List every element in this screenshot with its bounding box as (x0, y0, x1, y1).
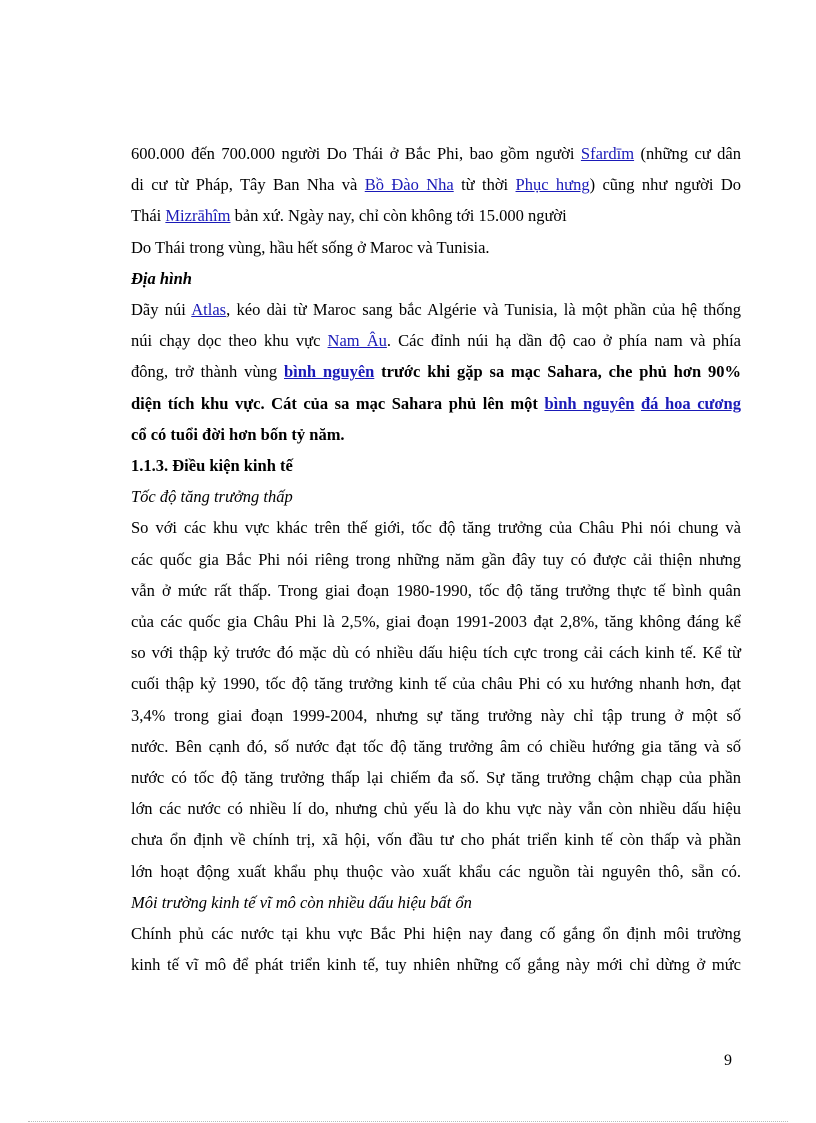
text-run: diện tích khu vực. Cát của sa mạc Sahara phủ lên một (131, 393, 545, 413)
heading-terrain: Địa hình (131, 268, 192, 288)
subheading-macro: Môi trường kinh tế vĩ mô còn nhiều dấu hiệu bất ổn (131, 892, 472, 912)
para4-line: kinh tế vĩ mô để phát triển kinh tế, tuy nhiên những cố gắng này mới chỉ dừng ở mức (131, 955, 741, 975)
para2-line3 (131, 356, 741, 387)
page-number: 9 (724, 1052, 732, 1069)
subheading-growth: Tốc độ tăng trưởng thấp (131, 487, 293, 507)
link-atlas[interactable]: Atlas (191, 300, 227, 320)
link-binh-nguyen-1[interactable]: bình nguyên (284, 362, 375, 382)
text-run: núi chạy dọc theo khu vực (131, 331, 328, 351)
text-run: ) cũng như người Do (589, 175, 742, 195)
para4-line: Chính phủ các nước tại khu vực Bắc Phi hiện nay đang cố gắng ổn định môi trường (131, 924, 741, 944)
text-run: đông, trở thành vùng (131, 362, 284, 382)
para3-line: các quốc gia Bắc Phi nói riêng trong những năm gần đây tuy có được cải thiện nhưng (131, 549, 741, 569)
text-run: , kéo dài từ Maroc sang bắc Algérie và Tunisia, là một phần của hệ thống (226, 300, 741, 320)
text-run: Dãy núi (131, 300, 192, 320)
text-run: 600.000 đến 700.000 người Do Thái ở Bắc Phi, bao gồm người (131, 144, 581, 163)
para1-line1 (131, 138, 741, 169)
link-sfardim[interactable]: Sfardīm (580, 144, 635, 163)
text-run: bản xứ. Ngày nay, chỉ còn không tới 15.000 người (230, 206, 567, 226)
para1-line2 (131, 169, 741, 200)
link-mizrahim[interactable]: Mizrāhîm (165, 206, 231, 226)
link-da-hoa-cuong[interactable]: đá hoa cương (641, 393, 741, 413)
link-binh-nguyen-2[interactable]: bình nguyên (544, 393, 635, 413)
link-nam-au[interactable]: Nam Âu (327, 331, 387, 351)
para3-line: vẫn ở mức rất thấp. Trong giai đoạn 1980-1990, tốc độ tăng trưởng thực tế bình quân (131, 580, 741, 600)
footer-divider (28, 1121, 788, 1122)
link-bo-dao-nha[interactable]: Bồ Đào Nha (364, 175, 454, 195)
text-run: di cư từ Pháp, Tây Ban Nha và (131, 175, 365, 195)
para3-line: cuối thập kỷ 1990, tốc độ tăng trưởng kinh tế của châu Phi có xu hướng nhanh hơn, đạt (131, 674, 741, 694)
text-run: Thái (131, 206, 166, 226)
para1-line4: Do Thái trong vùng, hầu hết sống ở Maroc và Tunisia. (131, 237, 490, 257)
text-run: từ thời (453, 175, 516, 195)
link-phuc-hung[interactable]: Phục hưng (515, 175, 590, 195)
para3-line: nước. Bên cạnh đó, số nước đạt tốc độ tăng trưởng âm có chiều hướng gia tăng và số (131, 736, 741, 756)
page-body (131, 138, 741, 980)
para3-line: lớn hoạt động xuất khẩu phụ thuộc vào xuất khẩu các nguồn tài nguyên thô, sẵn có. (131, 861, 741, 881)
para2-line2 (131, 325, 741, 356)
text-run: trước khi gặp sa mạc Sahara, che phủ hơn 90% (374, 362, 742, 382)
para3-line: của các quốc gia Châu Phi là 2,5%, giai đoạn 1991-2003 đạt 2,8%, tăng không đáng kể (131, 612, 741, 632)
text-run: . Các đỉnh núi hạ dần độ cao ở phía nam và phía (386, 331, 741, 351)
para1-line3 (131, 200, 741, 231)
para2-line1 (131, 294, 741, 325)
para3-line: So với các khu vực khác trên thế giới, tốc độ tăng trưởng của Châu Phi nói chung và (131, 518, 741, 538)
text-run: (những cư dân (634, 144, 741, 163)
para3-line: lớn các nước có nhiều lí do, nhưng chủ yếu là do khu vực này vẫn còn nhiều dấu hiệu (131, 799, 741, 819)
para3-line: chưa ổn định về chính trị, xã hội, vốn đầu tư cho phát triển kinh tế còn thấp và phần (131, 830, 741, 850)
para3-line: 3,4% trong giai đoạn 1999-2004, nhưng sự tăng trưởng này chỉ tập trung ở một số (131, 705, 741, 725)
para2-line5: cổ có tuổi đời hơn bốn tỷ năm. (131, 424, 345, 444)
para3-line: nước có tốc độ tăng trưởng thấp lại chiếm đa số. Sự tăng trưởng chậm chạp của phần (131, 768, 741, 788)
para2-line4 (131, 388, 741, 419)
heading-economy: 1.1.3. Điều kiện kinh tế (131, 456, 293, 476)
para3-line: so với thập kỷ trước đó mặc dù có nhiều dấu hiệu tích cực trong cải cách kinh tế. Kể từ (131, 643, 741, 663)
